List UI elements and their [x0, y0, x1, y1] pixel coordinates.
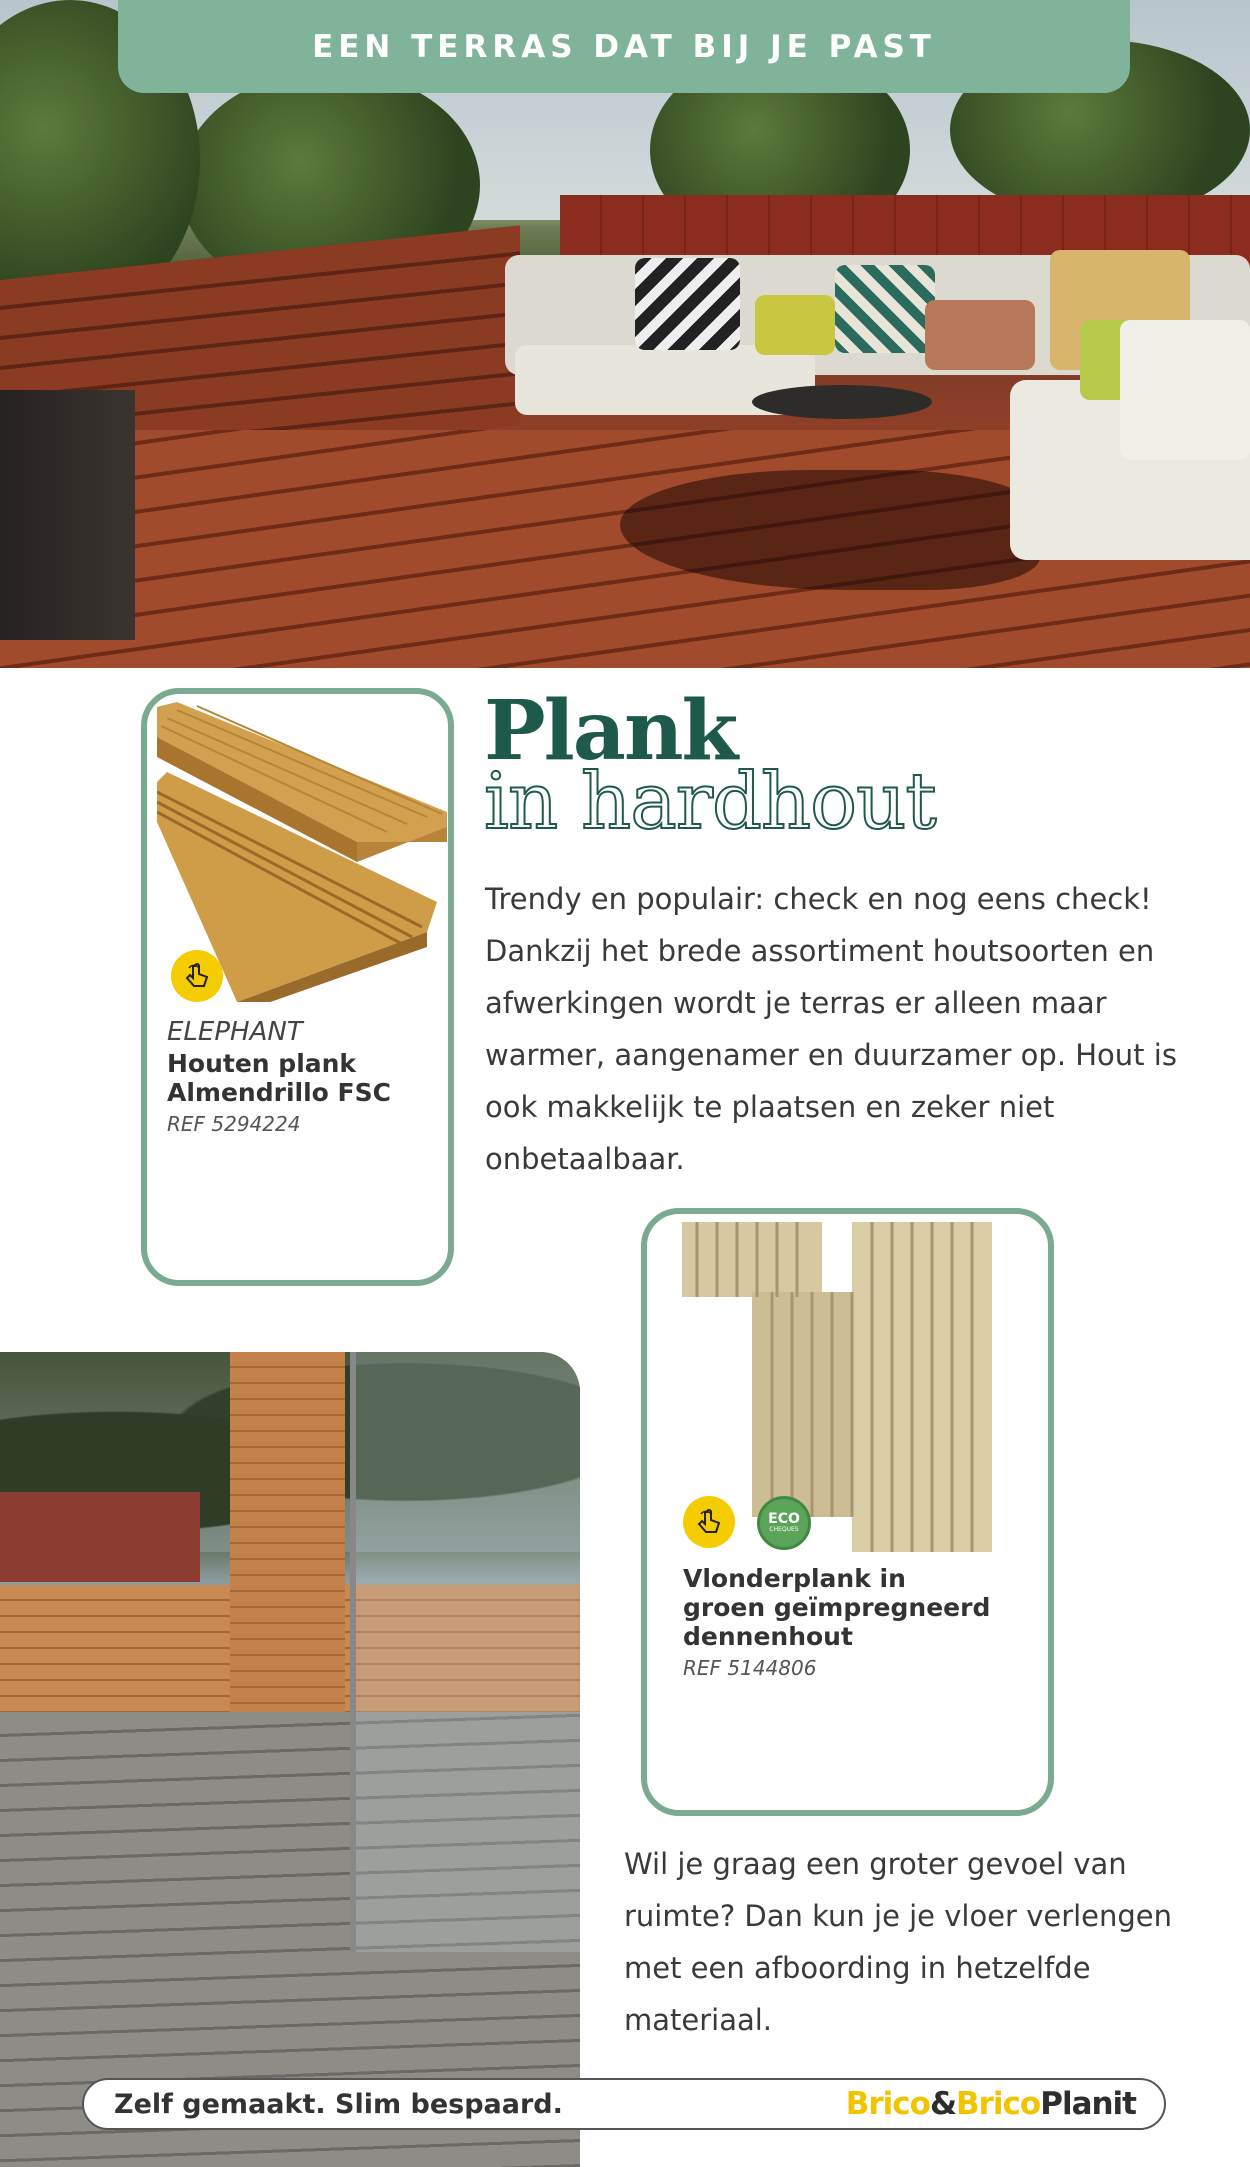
click-hand-icon — [683, 1496, 735, 1548]
product-name-line1: Houten plank — [167, 1049, 357, 1078]
product-ref: REF 5144806 — [683, 1656, 817, 1680]
product-name-line3: dennenhout — [683, 1622, 853, 1651]
footer-slogan: Zelf gemaakt. Slim bespaard. — [114, 2089, 563, 2120]
product-card-vlonderplank[interactable] — [641, 1208, 1054, 1816]
pine-decking-image — [682, 1222, 1032, 1552]
product-name-line2: Almendrillo FSC — [167, 1078, 391, 1107]
click-hand-icon — [171, 950, 223, 1002]
product-name-line1: Vlonderplank in — [683, 1564, 906, 1593]
eco-cheques-icon: ECO CHEQUES — [757, 1496, 811, 1550]
product-ref: REF 5294224 — [167, 1112, 301, 1136]
headline-subtitle: in hardhout — [484, 757, 936, 847]
extension-paragraph: Wil je graag een groter gevoel van ruimte? Dan kun je je vloer verlengen met een afboording in hetzelfde materiaal. — [624, 1847, 1173, 2037]
intro-paragraph: Trendy en populair: check en nog eens check! Dankzij het brede assortiment houtsoorten en afwerkingen wordt je terras er alleen maar warmer, aangenamer en duurzamer op. Hout is ook makkelijk te plaatsen en zeker niet onbetaalbaar. — [485, 882, 1177, 1176]
balcony-deck-photo — [0, 1352, 580, 2167]
header-banner — [118, 0, 1130, 93]
product-name-line2: groen geïmpregneerd — [683, 1593, 991, 1622]
hero-terrace-photo — [0, 0, 1250, 668]
footer-bar — [82, 2078, 1166, 2130]
product-card-almendrillo[interactable] — [141, 688, 454, 1286]
headline-title: Plank — [484, 683, 737, 779]
brico-logo[interactable]: Brico&BricoPlanit — [845, 2086, 1136, 2122]
banner-title: EEN TERRAS DAT BIJ JE PAST — [312, 28, 936, 65]
product-brand: ELEPHANT — [167, 1017, 303, 1047]
